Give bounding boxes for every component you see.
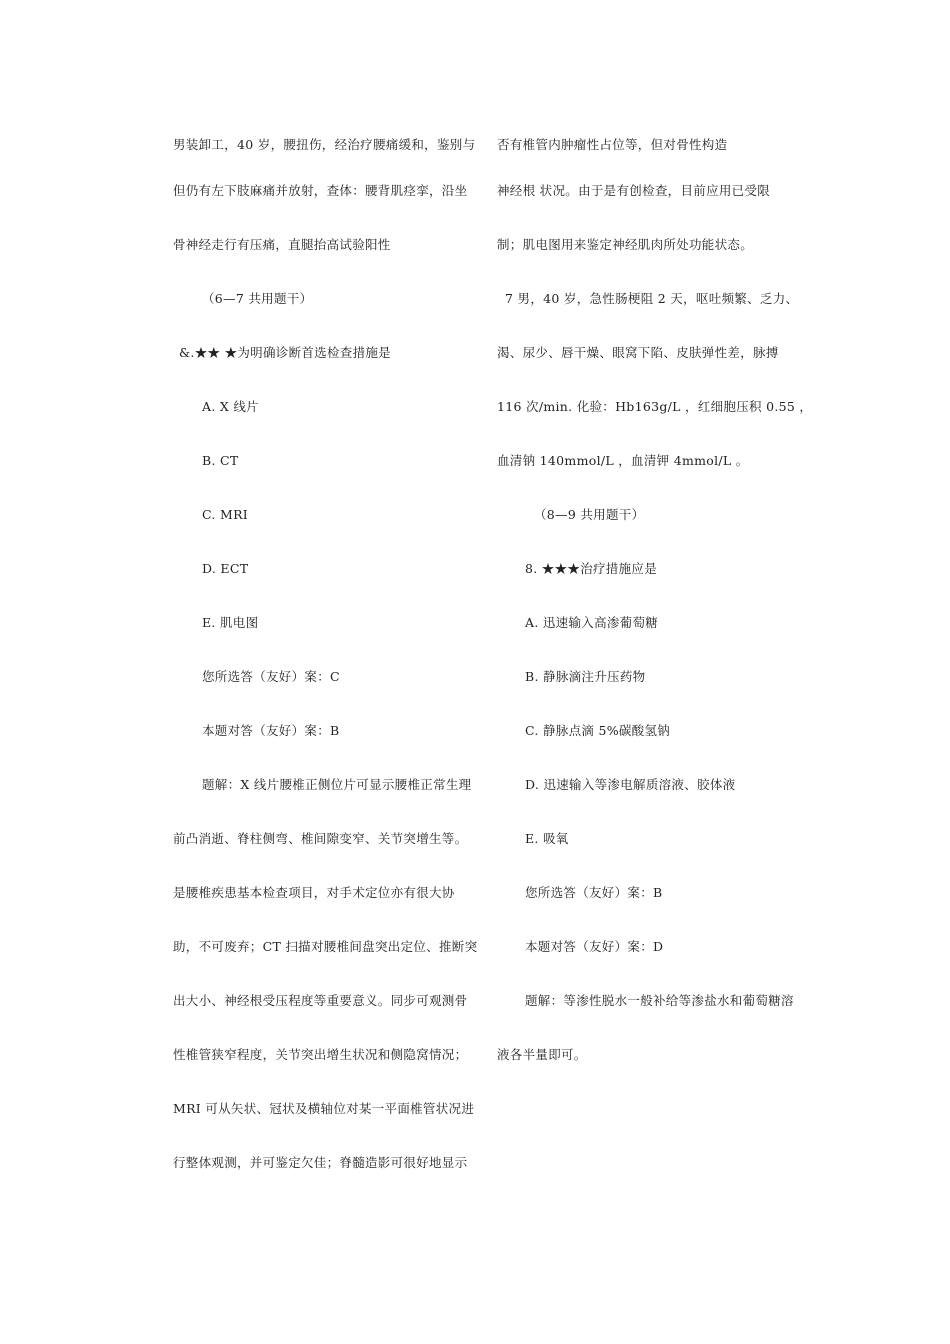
question-stem: 8. ★★★治疗措施应是 [525, 561, 657, 576]
shared-stem-label: （6—7 共用题干） [202, 291, 313, 306]
case-text-line: 渴、尿少、唇干燥、眼窝下陷、皮肤弹性差，脉搏 [497, 345, 779, 360]
option-b: B. CT [202, 453, 239, 468]
explanation-line: 助，不可废弃；CT 扫描对腰椎间盘突出定位、推断突 [173, 939, 478, 954]
explanation-line: 否有椎管内肿瘤性占位等，但对骨性构造 [497, 137, 728, 152]
explanation-line: 制；肌电图用来鉴定神经肌肉所处功能状态。 [497, 237, 754, 252]
explanation-line: 神经根 状况。由于是有创检查，目前应用已受限 [497, 183, 771, 198]
case-text-line: 116 次/min. 化验：Hb163g/L ，红细胞压积 0.55 ， [497, 399, 813, 414]
case-text-line: 血清钠 140mmol/L ，血清钾 4mmol/L 。 [497, 453, 749, 468]
option-a: A. X 线片 [202, 399, 259, 414]
selected-answer: 您所选答（友好）案：C [202, 669, 340, 684]
explanation-line: 行整体观测，并可鉴定欠佳；脊髓造影可很好地显示 [173, 1155, 468, 1170]
case-text-line: 但仍有左下肢麻痛并放射，查体：腰背肌痉挛，沿坐 [173, 183, 468, 198]
option-c: C. MRI [202, 507, 249, 522]
explanation-line: 前凸消逝、脊柱侧弯、椎间隙变窄、关节突增生等。 [173, 831, 468, 846]
explanation-line: 出大小、神经根受压程度等重要意义。同步可观测骨 [173, 993, 468, 1008]
explanation-line: 液各半量即可。 [497, 1047, 587, 1062]
question-stem: &.★★ ★为明确诊断首选检查措施是 [179, 345, 391, 360]
case-text-line: 骨神经走行有压痛，直腿抬高试验阳性 [173, 237, 391, 252]
option-b: B. 静脉滴注升压药物 [525, 669, 646, 684]
case-text-line: 7 男，40 岁，急性肠梗阻 2 天，呕吐频繁、乏力、 [505, 291, 799, 306]
correct-answer: 本题对答（友好）案：D [525, 939, 664, 954]
option-e: E. 吸氧 [525, 831, 569, 846]
option-d: D. ECT [202, 561, 249, 576]
option-e: E. 肌电图 [202, 615, 259, 630]
explanation-line: 性椎管狭窄程度，关节突出增生状况和侧隐窝情况； [173, 1047, 468, 1062]
explanation-line: 是腰椎疾患基本检查项目，对手术定位亦有很大协 [173, 885, 455, 900]
selected-answer: 您所选答（友好）案：B [525, 885, 663, 900]
option-d: D. 迅速输入等渗电解质溶液、胶体液 [525, 777, 736, 792]
explanation-line: 题解：X 线片腰椎正侧位片可显示腰椎正常生理 [202, 777, 472, 792]
shared-stem-label: （8—9 共用题干） [534, 507, 645, 522]
explanation-line: 题解：等渗性脱水一般补给等渗盐水和葡萄糖溶 [525, 993, 794, 1008]
option-c: C. 静脉点滴 5%碳酸氢钠 [525, 723, 671, 738]
correct-answer: 本题对答（友好）案：B [202, 723, 340, 738]
option-a: A. 迅速输入高渗葡萄糖 [525, 615, 659, 630]
explanation-line: MRI 可从矢状、冠状及横轴位对某一平面椎管状况进 [173, 1101, 475, 1116]
case-text-line: 男装卸工，40 岁，腰扭伤，经治疗腰痛缓和，鉴别与 [173, 137, 476, 152]
